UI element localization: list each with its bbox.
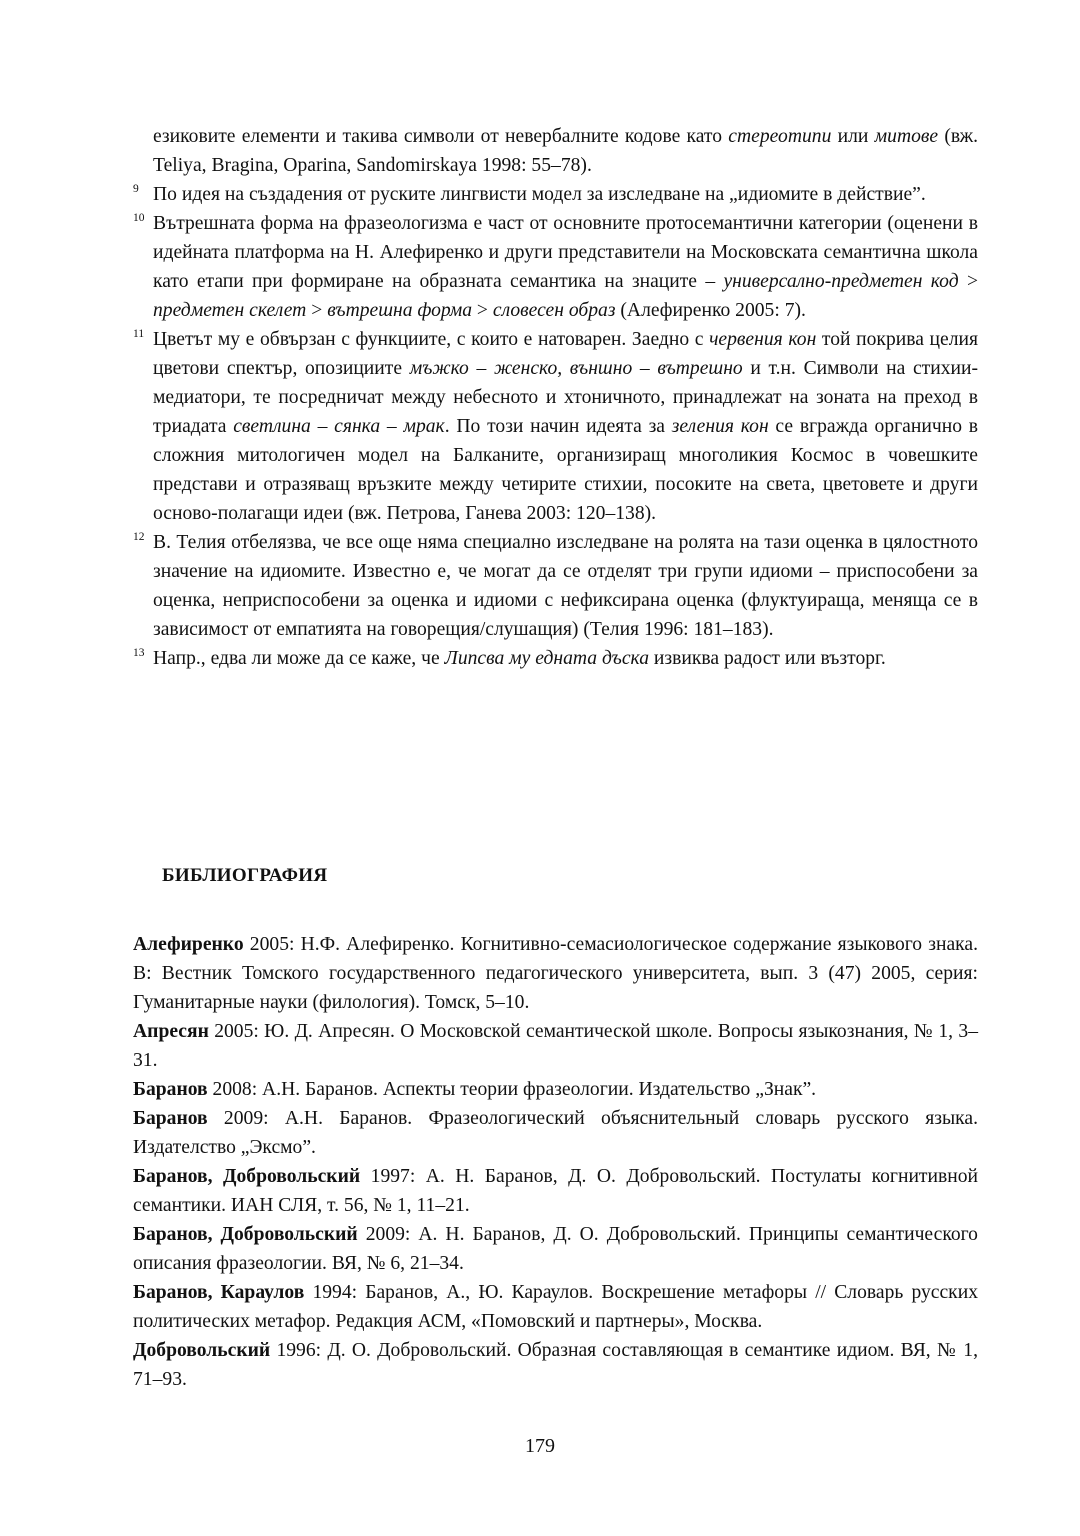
footnotes-section bbox=[133, 122, 978, 673]
footnote-number: 12 bbox=[133, 531, 145, 543]
footnote-10: 10 Вътрешната форма на фразеологизма е част от основните протосемантични категории (оценени в идейната платформа на Н. Алефиренко и други представители на Московската семантична школа като етапи при формиране на образната семантика на знаците – универсално-предметен код > предметен скелет > вътрешна форма > словесен образ (Алефиренко 2005: 7). bbox=[133, 209, 978, 325]
bibliography-entry: Алефиренко 2005: Н.Ф. Алефиренко. Когнитивно-семасиологическое содержание языкового знака. В: Вестник Томского государственного педагогического университета, вып. 3 (47) 2005, серия: Гуманитарные науки (филология). Томск, 5–10. bbox=[133, 934, 978, 1013]
bibliography-heading: БИБЛИОГРАФИЯ bbox=[162, 865, 328, 886]
entry-author: Баранов, Добровольский bbox=[133, 1166, 361, 1187]
entry-author: Алефиренко bbox=[133, 934, 244, 955]
entry-author: Баранов, Караулов bbox=[133, 1282, 305, 1303]
footnote-12: 12 В. Телия отбелязва, че все още няма специално изследване на ролята на тази оценка в цялостното значение на идиомите. Известно е, че могат да се отделят три групи идиоми – приспособени за оценка, неприспособени за оценка и идиоми с нефиксирана оценка (флуктуираща, меняща се в зависимост от емпатията на говорещия/слушащия) (Телия 1996: 181–183). bbox=[133, 528, 978, 644]
bibliography-entry: Баранов, Добровольский 2009: А. Н. Баранов, Д. О. Добровольский. Принципы семантического описания фразеологии. ВЯ, № 6, 21–34. bbox=[133, 1224, 978, 1274]
footnote-9: 9 По идея на създадения от руските лингвисти модел за изследване на „идиомите в действие”. bbox=[133, 180, 978, 209]
entry-author: Баранов bbox=[133, 1108, 208, 1129]
bibliography-entry: Баранов, Караулов 1994: Баранов, А., Ю. Караулов. Воскрешение метафоры // Словарь русских политических метафор. Редакция АСМ, «Помовский и партнеры», Москва. bbox=[133, 1282, 978, 1332]
footnote-number: 10 bbox=[133, 212, 145, 224]
footnote-13: 13 Напр., едва ли може да се каже, че Липсва му едната дъска извиква радост или възторг. bbox=[133, 644, 978, 673]
entry-author: Баранов, Добровольский bbox=[133, 1224, 358, 1245]
footnote-number: 13 bbox=[133, 647, 145, 659]
footnote-number: 11 bbox=[133, 328, 145, 340]
bibliography-entry: Баранов 2008: А.Н. Баранов. Аспекты теории фразеологии. Издательство „Знак”. bbox=[133, 1079, 817, 1100]
footnote-11: 11 Цветът му е обвързан с функциите, с които е натоварен. Заедно с червения кон той покрива целия цветови спектър, опозициите мъжко – женско, външно – вътрешно и т.н. Символи на стихии-медиатори, те посредничат между небесното и хтоничното, принадлежат на зоната на преход в триадата светлина – сянка – мрак. По този начин идеята за зеления кон се вгражда органично в сложния митологичен модел на Балканите, организиращ многоликия Космос в човешките представи и отразяващ връзките между четирите стихии, посоките на света, цветовете и други осново-полагащи идеи (вж. Петрова, Ганева 2003: 120–138). bbox=[133, 325, 978, 528]
bibliography-entry: Баранов, Добровольский 1997: А. Н. Баранов, Д. О. Добровольский. Постулаты когнитивной семантики. ИАН СЛЯ, т. 56, № 1, 11–21. bbox=[133, 1166, 978, 1216]
bibliography-entry: Апресян 2005: Ю. Д. Апресян. О Московской семантической школе. Вопросы языкознания, № 1, 3–31. bbox=[133, 1021, 978, 1071]
footnote-continuation: езиковите елементи и такива символи от невербалните кодове като стереотипи или митове (вж. Teliya, Bragina, Oparina, Sandomirskaya 1998: 55–78). bbox=[153, 126, 979, 176]
footnote-number: 9 bbox=[133, 183, 139, 195]
bibliography-list bbox=[133, 930, 978, 1394]
entry-author: Добровольский bbox=[133, 1340, 271, 1361]
page-number: 179 bbox=[525, 1435, 555, 1457]
bibliography-entry: Добровольский 1996: Д. О. Добровольский. Образная составляющая в семантике идиом. ВЯ, № 1, 71–93. bbox=[133, 1340, 978, 1390]
entry-author: Апресян bbox=[133, 1021, 209, 1042]
bibliography-entry: Баранов 2009: А.Н. Баранов. Фразеологический объяснительный словарь русского языка. Издателство „Эксмо”. bbox=[133, 1108, 978, 1158]
entry-author: Баранов bbox=[133, 1079, 208, 1100]
